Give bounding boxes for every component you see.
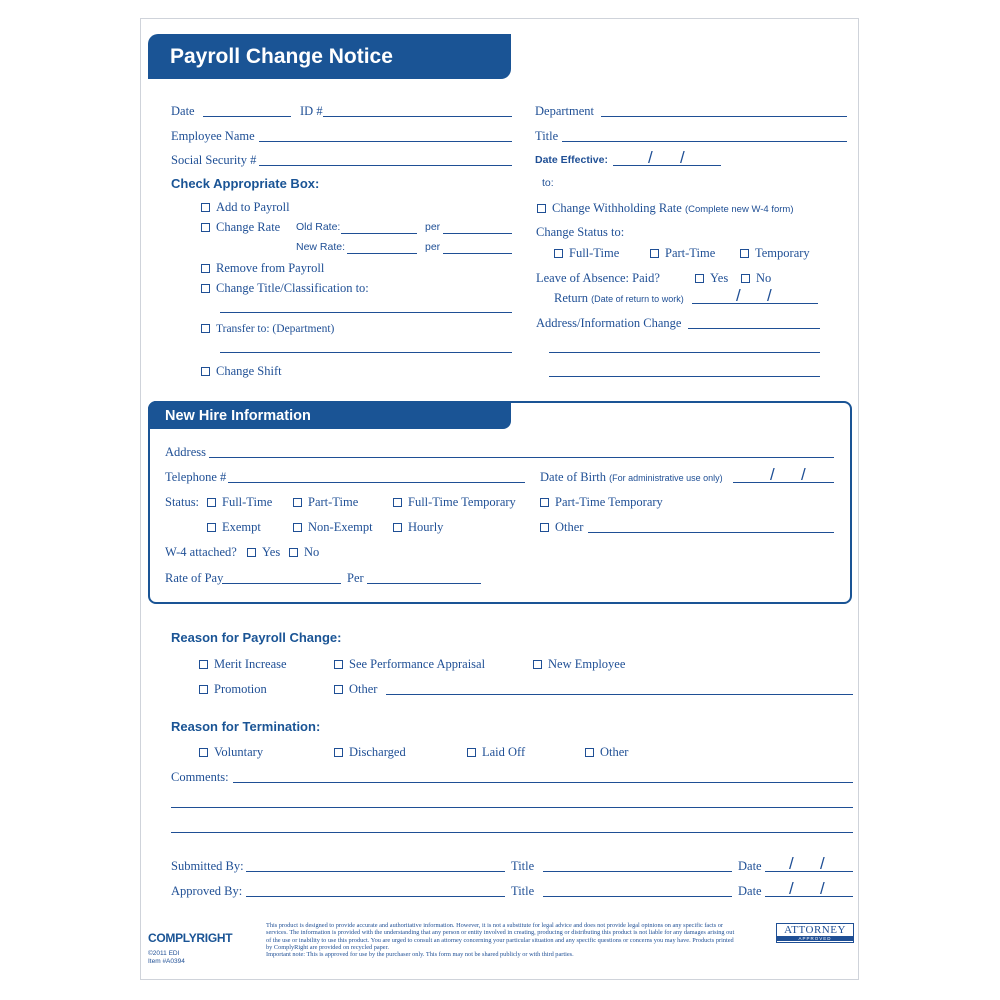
- checkbox[interactable]: [293, 523, 302, 532]
- employee-name-label: Employee Name: [171, 129, 255, 143]
- approved-by-label: Approved By:: [171, 884, 243, 898]
- checkbox[interactable]: [554, 249, 563, 258]
- nh-exempt-option[interactable]: Exempt: [207, 520, 261, 534]
- new-hire-heading: New Hire Information: [165, 408, 311, 424]
- new-rate-field[interactable]: [347, 253, 417, 254]
- change-rate-option[interactable]: Change Rate: [201, 220, 280, 234]
- nh-dob-field[interactable]: [733, 482, 834, 483]
- checkbox[interactable]: [201, 203, 210, 212]
- department-field[interactable]: [601, 116, 847, 117]
- checkbox[interactable]: [334, 660, 343, 669]
- id-field[interactable]: [323, 116, 512, 117]
- comments-field-2[interactable]: [171, 807, 853, 808]
- checkbox[interactable]: [695, 274, 704, 283]
- reason-change-other-option[interactable]: Other: [334, 682, 377, 696]
- new-rate-per-field[interactable]: [443, 253, 512, 254]
- department-label: Department: [535, 104, 595, 118]
- address-change-field-2[interactable]: [549, 352, 820, 353]
- social-security-field[interactable]: [259, 165, 512, 166]
- remove-from-payroll-option[interactable]: Remove from Payroll: [201, 261, 324, 275]
- item-number: Item #A0394: [148, 958, 185, 965]
- complyright-logo: COMPLYRIGHT: [148, 931, 233, 945]
- nh-part-time-temp-option[interactable]: Part-Time Temporary: [540, 495, 663, 509]
- new-employee-option[interactable]: New Employee: [533, 657, 625, 671]
- checkbox[interactable]: [207, 498, 216, 507]
- nh-per-field[interactable]: [367, 583, 481, 584]
- nh-w4-yes-option[interactable]: Yes: [247, 545, 280, 559]
- address-change-label: Address/Information Change: [536, 316, 682, 330]
- leave-no-option[interactable]: No: [741, 271, 771, 285]
- old-rate-label: Old Rate:: [296, 221, 341, 233]
- badge-bottom-text: APPROVED: [777, 936, 853, 941]
- submitted-by-field[interactable]: [246, 871, 505, 872]
- title-banner: [148, 34, 511, 79]
- change-status-label: Change Status to:: [536, 225, 625, 239]
- checkbox[interactable]: [247, 548, 256, 557]
- nh-telephone-label: Telephone #: [165, 470, 227, 484]
- leave-yes-option[interactable]: Yes: [695, 271, 728, 285]
- change-shift-option[interactable]: Change Shift: [201, 364, 282, 378]
- approved-date-slash-1: /: [789, 879, 794, 898]
- nh-full-time-temp-option[interactable]: Full-Time Temporary: [393, 495, 516, 509]
- return-slash-2: /: [767, 286, 772, 305]
- date-effective-field[interactable]: [613, 165, 721, 166]
- date-effective-slash-2: /: [680, 148, 685, 167]
- date-label: Date: [171, 104, 195, 118]
- checkbox[interactable]: [199, 748, 208, 757]
- new-rate-label: New Rate:: [296, 241, 346, 253]
- status-part-time-option[interactable]: Part-Time: [650, 246, 715, 260]
- add-to-payroll-option[interactable]: Add to Payroll: [201, 200, 290, 214]
- approved-date-slash-2: /: [820, 879, 825, 898]
- to-label: to:: [542, 177, 554, 189]
- old-rate-per-label: per: [425, 221, 441, 233]
- laid-off-option[interactable]: Laid Off: [467, 745, 525, 759]
- nh-rate-of-pay-label: Rate of Pay: [165, 571, 224, 585]
- discharged-option[interactable]: Discharged: [334, 745, 406, 759]
- submitted-date-slash-2: /: [820, 854, 825, 873]
- form-title: Payroll Change Notice: [170, 45, 393, 68]
- voluntary-option[interactable]: Voluntary: [199, 745, 263, 759]
- important-note: Important note: This is approved for use by the purchaser only. This form may not be shared publicly or with third parties.: [266, 951, 574, 959]
- return-slash-1: /: [736, 286, 741, 305]
- checkbox[interactable]: [467, 748, 476, 757]
- change-title-field[interactable]: [220, 312, 512, 313]
- submitted-title-label: Title: [511, 859, 535, 873]
- approved-title-field[interactable]: [543, 896, 732, 897]
- check-box-heading: Check Appropriate Box:: [171, 176, 320, 191]
- checkbox[interactable]: [650, 249, 659, 258]
- nh-dob-slash-1: /: [770, 465, 775, 484]
- nh-dob-label: Date of Birth (For administrative use only): [540, 470, 723, 484]
- approved-by-field[interactable]: [246, 896, 505, 897]
- disclaimer-text: This product is designed to provide accurate and authoritative information. However, it is not a substitute for legal advice and does not provide legal opinions on any specific facts or services. The information is provided with the understanding that any person or entity involved in creating, producing or distributing this product is not liable for any damages arising out of the use or inability to use this product. You are urged to consult an attorney concerning your particular situation and any specific questions or concerns you may have. Products printed by ComplyRight are provided on recycled paper.: [266, 922, 735, 951]
- change-title-option[interactable]: Change Title/Classification to:: [201, 281, 369, 295]
- status-full-time-option[interactable]: Full-Time: [554, 246, 619, 260]
- old-rate-per-field[interactable]: [443, 233, 512, 234]
- title-label: Title: [535, 129, 559, 143]
- return-date-field[interactable]: [692, 303, 818, 304]
- submitted-date-label: Date: [738, 859, 762, 873]
- nh-telephone-field[interactable]: [228, 482, 525, 483]
- reason-change-heading: Reason for Payroll Change:: [171, 630, 342, 645]
- checkbox[interactable]: [393, 523, 402, 532]
- checkbox[interactable]: [201, 264, 210, 273]
- nh-address-field[interactable]: [209, 457, 834, 458]
- transfer-to-field[interactable]: [220, 352, 512, 353]
- nh-non-exempt-option[interactable]: Non-Exempt: [293, 520, 373, 534]
- nh-rate-of-pay-field[interactable]: [222, 583, 341, 584]
- checkbox[interactable]: [537, 204, 546, 213]
- comments-field-3[interactable]: [171, 832, 853, 833]
- comments-label: Comments:: [171, 770, 229, 784]
- address-change-field-1[interactable]: [688, 328, 820, 329]
- approved-title-label: Title: [511, 884, 535, 898]
- title-field[interactable]: [562, 141, 847, 142]
- checkbox[interactable]: [201, 223, 210, 232]
- status-temporary-option[interactable]: Temporary: [740, 246, 810, 260]
- checkbox[interactable]: [201, 367, 210, 376]
- reason-change-other-field[interactable]: [386, 694, 853, 695]
- performance-appraisal-option[interactable]: See Performance Appraisal: [334, 657, 485, 671]
- submitted-by-label: Submitted By:: [171, 859, 244, 873]
- nh-w4-no-option[interactable]: No: [289, 545, 319, 559]
- reason-termination-heading: Reason for Termination:: [171, 719, 321, 734]
- approved-date-field[interactable]: [765, 896, 853, 897]
- checkbox[interactable]: [585, 748, 594, 757]
- checkbox[interactable]: [207, 523, 216, 532]
- termination-other-option[interactable]: Other: [585, 745, 628, 759]
- checkbox[interactable]: [201, 324, 210, 333]
- nh-other-option[interactable]: Other: [540, 520, 583, 534]
- checkbox[interactable]: [334, 748, 343, 757]
- nh-part-time-option[interactable]: Part-Time: [293, 495, 358, 509]
- new-hire-banner: [148, 401, 511, 429]
- checkbox[interactable]: [293, 498, 302, 507]
- leave-of-absence-label: Leave of Absence: Paid?: [536, 271, 660, 285]
- nh-status-label: Status:: [165, 495, 200, 509]
- nh-per-label: Per: [347, 571, 364, 585]
- return-label: Return (Date of return to work): [554, 291, 684, 305]
- checkbox[interactable]: [741, 274, 750, 283]
- attorney-approved-badge: [776, 923, 854, 943]
- date-effective-label: Date Effective:: [535, 154, 608, 166]
- nh-full-time-option[interactable]: Full-Time: [207, 495, 272, 509]
- date-effective-slash-1: /: [648, 148, 653, 167]
- nh-other-field[interactable]: [588, 532, 834, 533]
- nh-address-label: Address: [165, 445, 206, 459]
- checkbox[interactable]: [199, 685, 208, 694]
- approved-date-label: Date: [738, 884, 762, 898]
- new-rate-per-label: per: [425, 241, 441, 253]
- copyright-text: ©2011 EDI: [148, 950, 180, 957]
- merit-increase-option[interactable]: Merit Increase: [199, 657, 287, 671]
- checkbox[interactable]: [533, 660, 542, 669]
- old-rate-field[interactable]: [341, 233, 417, 234]
- change-withholding-option[interactable]: Change Withholding Rate (Complete new W-4 form): [537, 201, 794, 217]
- comments-field-1[interactable]: [233, 782, 853, 783]
- checkbox[interactable]: [289, 548, 298, 557]
- transfer-to-option[interactable]: Transfer to: (Department): [201, 321, 334, 336]
- nh-hourly-option[interactable]: Hourly: [393, 520, 443, 534]
- badge-top-text: ATTORNEY: [784, 924, 846, 936]
- submitted-date-slash-1: /: [789, 854, 794, 873]
- checkbox[interactable]: [540, 523, 549, 532]
- checkbox[interactable]: [740, 249, 749, 258]
- checkbox[interactable]: [201, 284, 210, 293]
- nh-dob-slash-2: /: [801, 465, 806, 484]
- checkbox[interactable]: [540, 498, 549, 507]
- nh-w4-label: W-4 attached?: [165, 545, 237, 559]
- disclaimer-block: [266, 922, 740, 958]
- checkbox[interactable]: [199, 660, 208, 669]
- date-field[interactable]: [203, 116, 291, 117]
- promotion-option[interactable]: Promotion: [199, 682, 267, 696]
- submitted-date-field[interactable]: [765, 871, 853, 872]
- employee-name-field[interactable]: [259, 141, 512, 142]
- checkbox[interactable]: [393, 498, 402, 507]
- social-security-label: Social Security #: [171, 153, 257, 167]
- submitted-title-field[interactable]: [543, 871, 732, 872]
- id-label: ID #: [300, 104, 323, 118]
- checkbox[interactable]: [334, 685, 343, 694]
- address-change-field-3[interactable]: [549, 376, 820, 377]
